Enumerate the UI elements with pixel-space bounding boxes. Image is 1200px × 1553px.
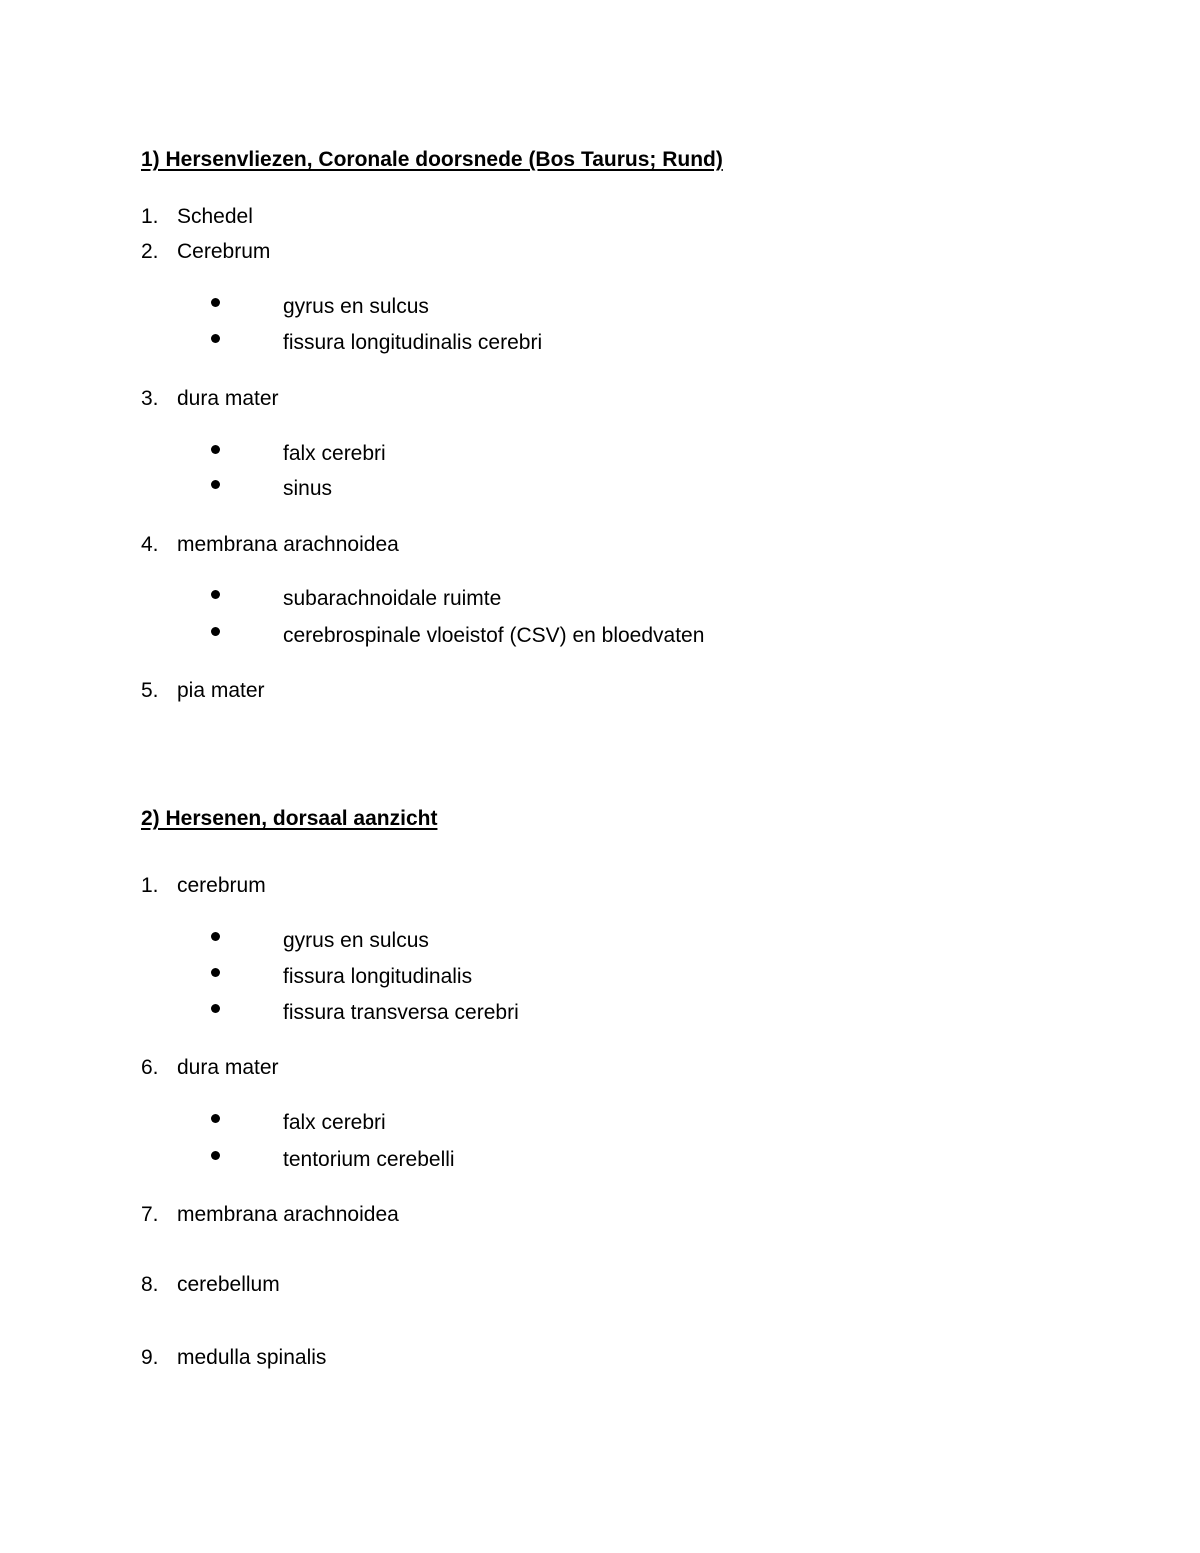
bullet-icon bbox=[211, 480, 220, 489]
section2-item-6-number: 6. bbox=[141, 1056, 159, 1079]
section1-item-2-label: Cerebrum bbox=[177, 240, 271, 263]
section1-title: 1) Hersenvliezen, Coronale doorsnede (Bos Taurus; Rund) bbox=[141, 148, 723, 171]
section1-item-4-label: membrana arachnoidea bbox=[177, 533, 399, 556]
section2-item-8-number: 8. bbox=[141, 1273, 159, 1296]
bullet-icon bbox=[211, 1114, 220, 1123]
section1-item-1-label: Schedel bbox=[177, 205, 253, 228]
section2-item-7-number: 7. bbox=[141, 1203, 159, 1226]
section2-item-6-sub-1: falx cerebri bbox=[283, 1111, 386, 1134]
section2-item-1-sub-2: fissura longitudinalis bbox=[283, 965, 473, 988]
section1-item-2-number: 2. bbox=[141, 240, 159, 263]
section2-title: 2) Hersenen, dorsaal aanzicht bbox=[141, 807, 438, 830]
section1-item-3-sub-1: falx cerebri bbox=[283, 442, 386, 465]
section1-item-4-number: 4. bbox=[141, 533, 159, 556]
section1-item-5-label: pia mater bbox=[177, 679, 265, 702]
bullet-icon bbox=[211, 627, 220, 636]
section1-item-2-sub-1: gyrus en sulcus bbox=[283, 295, 429, 318]
section2-item-1-sub-3: fissura transversa cerebri bbox=[283, 1001, 519, 1024]
section2-item-7-label: membrana arachnoidea bbox=[177, 1203, 399, 1226]
section2-item-1-label: cerebrum bbox=[177, 874, 266, 897]
section2-item-9-number: 9. bbox=[141, 1346, 159, 1369]
bullet-icon bbox=[211, 932, 220, 941]
section2-item-1-sub-1: gyrus en sulcus bbox=[283, 929, 429, 952]
bullet-icon bbox=[211, 298, 220, 307]
section1-item-2-sub-2: fissura longitudinalis cerebri bbox=[283, 331, 543, 354]
bullet-icon bbox=[211, 334, 220, 343]
bullet-icon bbox=[211, 1004, 220, 1013]
section1-item-3-label: dura mater bbox=[177, 387, 279, 410]
section1-item-3-sub-2: sinus bbox=[283, 477, 333, 500]
bullet-icon bbox=[211, 445, 220, 454]
bullet-icon bbox=[211, 968, 220, 977]
section2-item-8-label: cerebellum bbox=[177, 1273, 280, 1296]
section2-item-6-label: dura mater bbox=[177, 1056, 279, 1079]
section1-item-5-number: 5. bbox=[141, 679, 159, 702]
section1-item-1-number: 1. bbox=[141, 205, 159, 228]
section1-item-4-sub-1: subarachnoidale ruimte bbox=[283, 587, 502, 610]
section2-item-1-number: 1. bbox=[141, 874, 159, 897]
section2-item-6-sub-2: tentorium cerebelli bbox=[283, 1148, 455, 1171]
bullet-icon bbox=[211, 1151, 220, 1160]
section1-item-3-number: 3. bbox=[141, 387, 159, 410]
bullet-icon bbox=[211, 590, 220, 599]
section1-item-4-sub-2: cerebrospinale vloeistof (CSV) en bloedvaten bbox=[283, 624, 705, 647]
section2-item-9-label: medulla spinalis bbox=[177, 1346, 327, 1369]
